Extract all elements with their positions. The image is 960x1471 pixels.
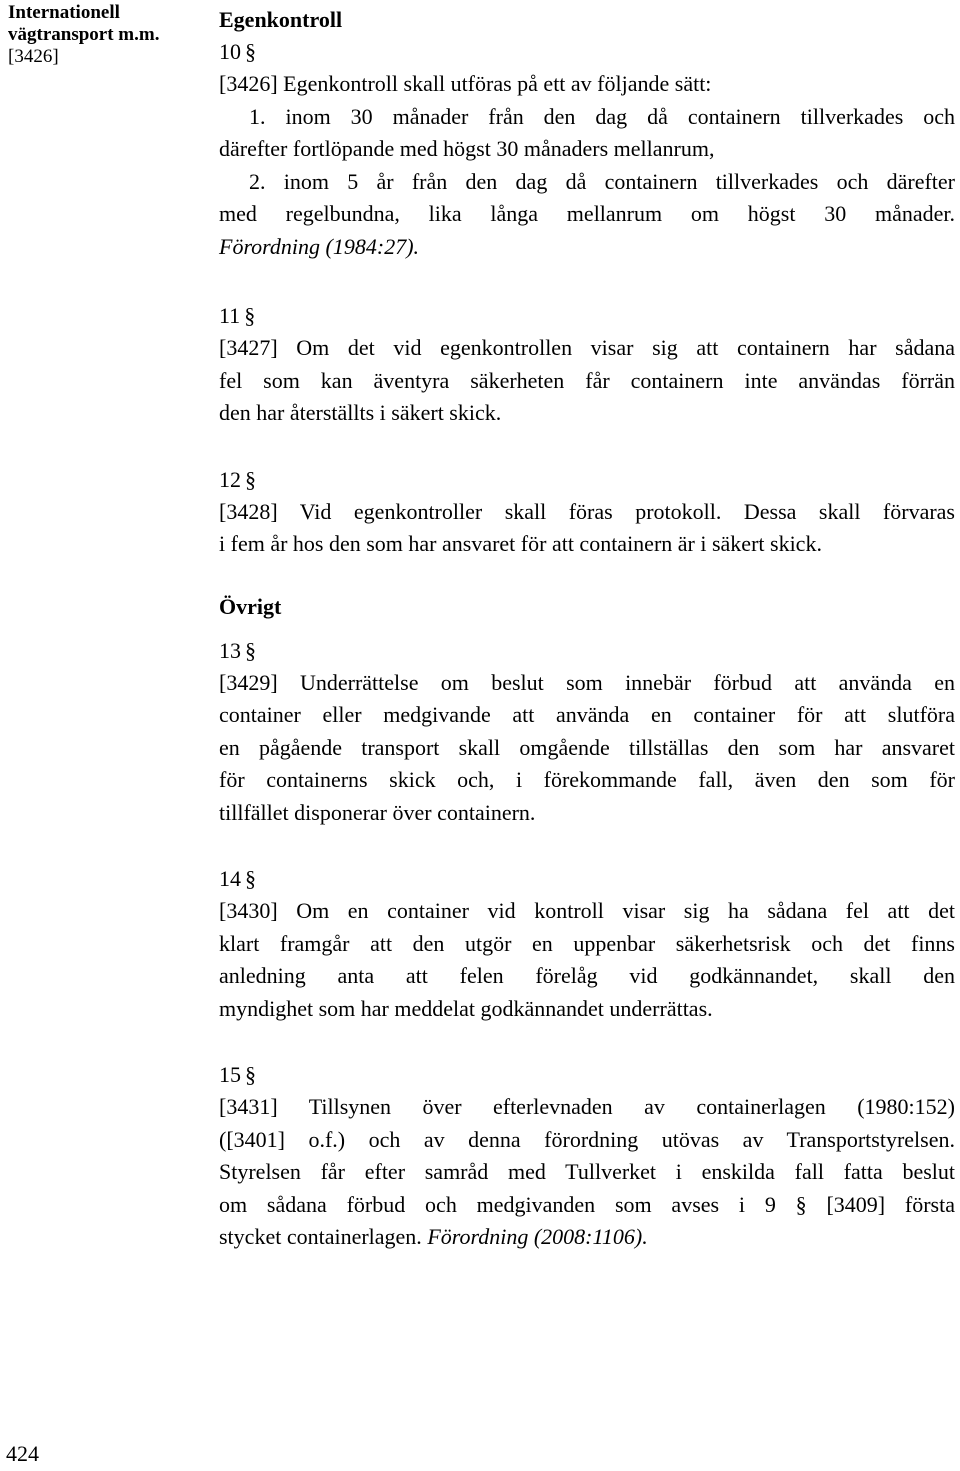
section-text [219,68,955,263]
section-14 [219,863,955,1025]
section-text [219,667,955,830]
text-line [219,1221,955,1254]
ordinance-reference: Förordning (1984:27). [219,233,420,259]
text-line: klart framgår att den utgör en uppenbar säkerhetsrisk och det finns [219,930,955,956]
text-line: för containerns skick och, i förekommande fall, även den som för [219,767,955,792]
document-body [219,4,955,1254]
text-line: tillfället disponerar över containern. [219,799,536,825]
section-number [219,1059,955,1091]
section-sign: § [245,637,256,663]
section-text [219,1091,955,1254]
margin-chapter-title: Internationell vägtransport m.m. [8,2,160,45]
section-number-value: 10 [219,39,241,64]
section-number-value: 13 [219,637,241,663]
text-line: [3428] Vid egenkontroller skall föras protokoll. Dessa skall förvaras [219,498,955,524]
section-number-value: 15 [219,1062,241,1087]
text-line: därefter fortlöpande med högst 30 månaders mellanrum, [219,136,715,161]
section-sign: § [245,1062,256,1087]
text-line: [3430] Om en container vid kontroll visar sig ha sådana fel att det [219,898,955,923]
section-13 [219,635,955,830]
text-line: om sådana förbud och medgivanden som avses i 9 § [3409] första [219,1191,955,1217]
section-sign: § [244,303,256,328]
margin-reference: [3426] [8,46,59,67]
text-line: den har återställts i säkert skick. [219,400,502,425]
section-number-value: 11 [219,303,241,328]
section-number [219,863,955,895]
text-line: 1. inom 30 månader från den dag då containern tillverkades och [249,103,955,129]
section-sign: § [245,466,256,492]
text-line: en pågående transport skall omgående tillställas den som har ansvaret [219,734,955,760]
text-line: [3429] Underrättelse om beslut som innebär förbud att använda en [219,669,955,695]
text-line: [3426] Egenkontroll skall utföras på ett av följande sätt: [219,71,712,96]
section-text [219,496,955,561]
text-segment: stycket containerlagen. [219,1224,428,1249]
section-15 [219,1059,955,1254]
text-line: ([3401] o.f.) och av denna förordning utövas av Transportstyrelsen. [219,1126,955,1152]
ordinance-reference: Förordning (2008:1106). [427,1224,648,1249]
text-line: [3427] Om det vid egenkontrollen visar sig att containern har sådana [219,335,955,360]
heading-ovrigt: Övrigt [219,593,282,619]
heading-egenkontroll: Egenkontroll [219,7,343,32]
text-line: anledning anta att felen förelåg vid godkännandet, skall den [219,963,955,988]
section-10 [219,36,955,263]
section-sign: § [245,866,256,891]
text-line: Styrelsen får efter samråd med Tullverket i enskilda fall fatta beslut [219,1159,955,1184]
text-line: [3431] Tillsynen över efterlevnaden av containerlagen (1980:152) [219,1094,955,1119]
text-line: med regelbundna, lika långa mellanrum om högst 30 månader. [219,201,955,226]
section-number [219,635,955,667]
page-number: 424 [6,1441,39,1466]
text-line: i fem år hos den som har ansvaret för att containern är i säkert skick. [219,531,822,556]
section-12 [219,464,955,561]
section-number [219,464,955,496]
text-line: fel som kan äventyra säkerheten får containern inte användas förrän [219,367,955,393]
section-sign: § [245,39,256,64]
text-line: 2. inom 5 år från den dag då containern tillverkades och därefter [249,168,955,194]
text-line: myndighet som har meddelat godkännandet underrättas. [219,995,713,1021]
section-number-value: 12 [219,466,241,492]
section-text [219,895,955,1025]
section-11 [219,300,955,430]
section-number [219,36,955,68]
section-number-value: 14 [219,866,241,891]
text-line: container eller medgivande att använda en container för att slutföra [219,702,955,727]
section-number [219,300,955,332]
section-text [219,332,955,430]
